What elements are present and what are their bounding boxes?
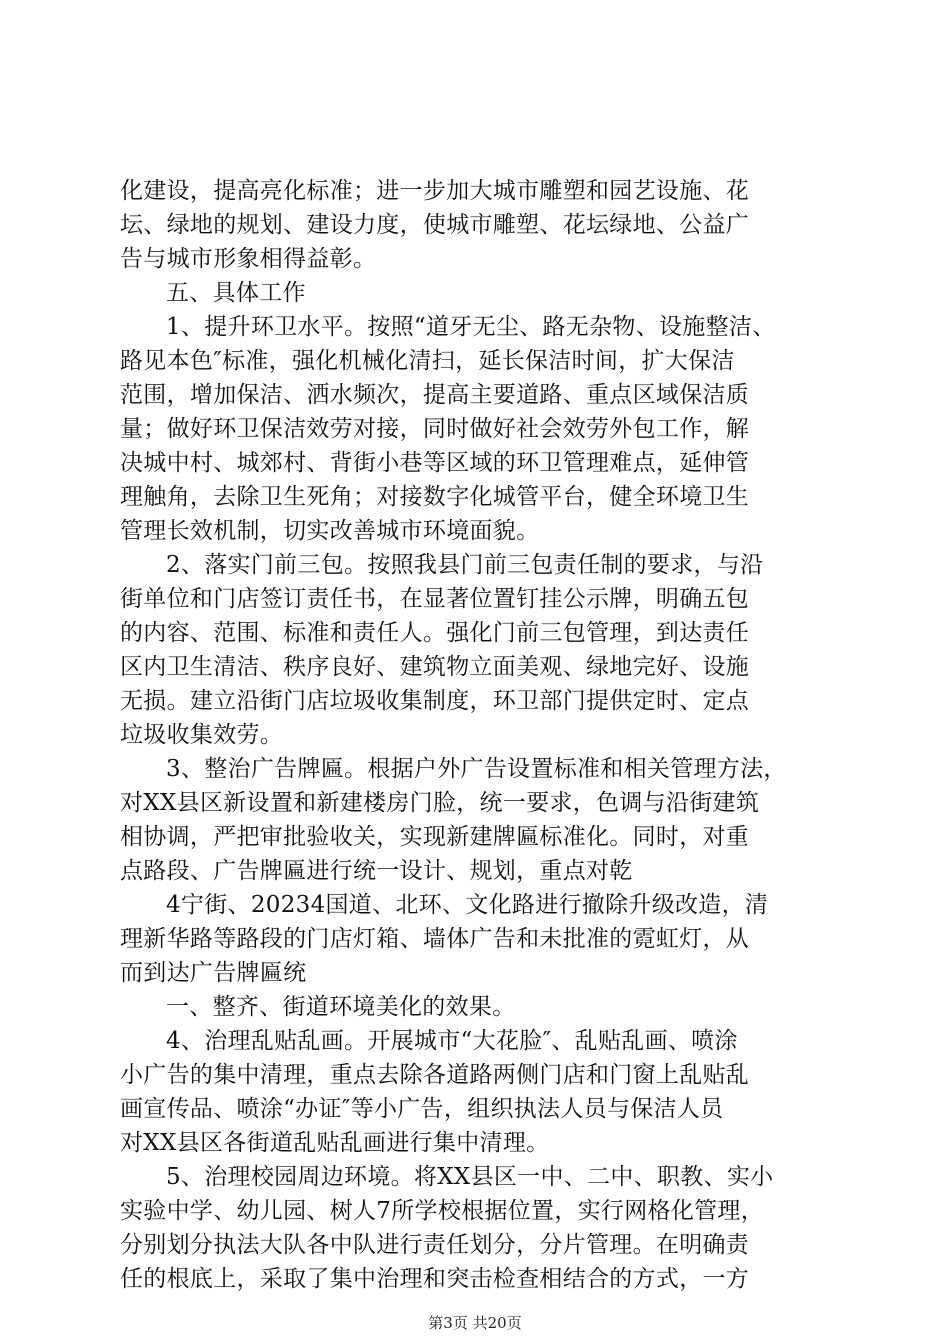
text-line: 4宁街、20234国道、北环、文化路进行撤除升级改造，清 <box>166 892 769 918</box>
text-line: 5、治理校园周边环境。将XX县区一中、二中、职教、实小 <box>166 1164 774 1190</box>
text-line: 范围，增加保洁、洒水频次，提高主要道路、重点区域保洁质 <box>120 382 750 408</box>
text-line: 4、治理乱贴乱画。开展城市“大花脸″、乱贴乱画、喷涂 <box>166 1028 738 1054</box>
text-line: 街单位和门店签订责任书，在显著位置钉挂公示牌，明确五包 <box>120 586 750 612</box>
text-line: 小广告的集中清理，重点去除各道路两侧门店和门窗上乱贴乱 <box>120 1062 750 1088</box>
text-line: 路见本色″标准，强化机械化清扫，延长保洁时间，扩大保洁 <box>120 348 735 374</box>
text-line: 1、提升环卫水平。按照“道牙无尘、路无杂物、设施整洁、 <box>166 314 776 340</box>
text-line: 化建设，提高亮化标准；进一步加大城市雕塑和园艺设施、花 <box>120 178 750 204</box>
section-heading: 五、具体工作 <box>166 280 306 306</box>
text-line: 画宣传品、喷涂“办证″等小广告，组织执法人员与保洁人员 <box>120 1096 724 1122</box>
text-line: 理触角，去除卫生死角；对接数字化城管平台，健全环境卫生 <box>120 484 750 510</box>
text-line: 一、整齐、街道环境美化的效果。 <box>166 994 516 1020</box>
text-line: 坛、绿地的规划、建设力度，使城市雕塑、花坛绿地、公益广 <box>120 212 750 238</box>
text-line: 而到达广告牌匾统 <box>120 960 307 986</box>
text-line: 对XX县区各街道乱贴乱画进行集中清理。 <box>120 1130 550 1156</box>
text-line: 管理长效机制，切实改善城市环境面貌。 <box>120 518 540 544</box>
text-line: 分别划分执法大队各中队进行责任划分，分片管理。在明确责 <box>120 1232 750 1258</box>
text-line: 无损。建立沿街门店垃圾收集制度，环卫部门提供定时、定点 <box>120 688 750 714</box>
text-line: 告与城市形象相得益彰。 <box>120 246 377 272</box>
text-line: 实验中学、幼儿园、树人7所学校根据位置，实行网格化管理， <box>120 1198 765 1224</box>
text-line: 决城中村、城郊村、背街小巷等区域的环卫管理难点，延伸管 <box>120 450 750 476</box>
text-line: 对XX县区新设置和新建楼房门脸，统一要求，色调与沿街建筑 <box>120 790 760 816</box>
text-line: 相协调，严把审批验收关，实现新建牌匾标准化。同时，对重 <box>120 824 750 850</box>
text-line: 任的根底上，采取了集中治理和突击检查相结合的方式，一方 <box>120 1266 750 1292</box>
text-line: 的内容、范围、标准和责任人。强化门前三包管理，到达责任 <box>120 620 750 646</box>
text-line: 垃圾收集效劳。 <box>120 722 284 748</box>
text-line: 3、整治广告牌匾。根据户外广告设置标准和相关管理方法， <box>166 756 787 782</box>
text-line: 量；做好环卫保洁效劳对接，同时做好社会效劳外包工作，解 <box>120 416 750 442</box>
text-line: 点路段、广告牌匾进行统一设计、规划，重点对乾 <box>120 858 633 884</box>
text-line: 理新华路等路段的门店灯箱、墙体广告和未批准的霓虹灯，从 <box>120 926 750 952</box>
text-line: 2、落实门前三包。按照我县门前三包责任制的要求，与沿 <box>166 552 764 578</box>
page-number-footer: 第3页 共20页 <box>428 1314 522 1332</box>
text-line: 区内卫生清洁、秩序良好、建筑物立面美观、绿地完好、设施 <box>120 654 750 680</box>
